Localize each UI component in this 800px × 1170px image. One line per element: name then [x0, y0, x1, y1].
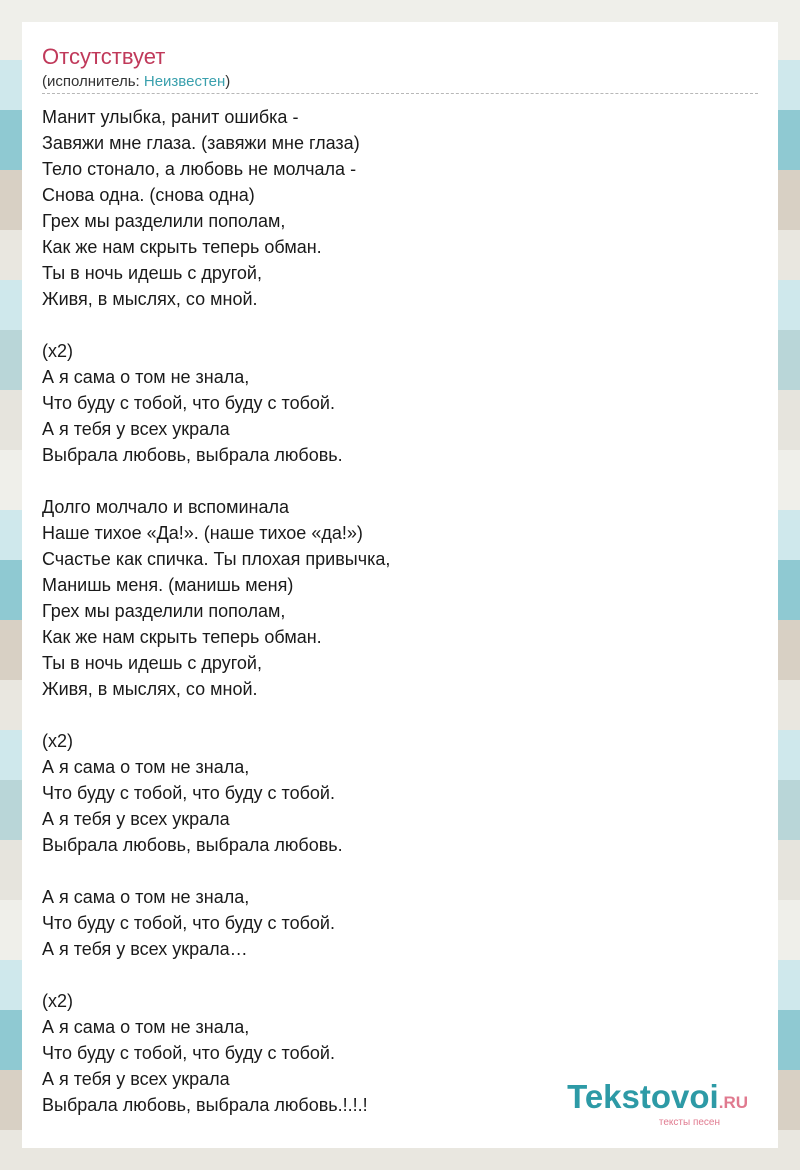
lyric-line: А я тебя у всех украла: [42, 419, 230, 439]
lyric-line: Манит улыбка, ранит ошибка -: [42, 107, 299, 127]
stanza-break: [42, 702, 762, 728]
lyric-line: Что буду с тобой, что буду с тобой.: [42, 1043, 335, 1063]
lyric-line: Как же нам скрыть теперь обман.: [42, 237, 322, 257]
lyrics-card: [22, 22, 778, 1148]
lyric-line: Живя, в мыслях, со мной.: [42, 679, 258, 699]
header-divider: [42, 93, 758, 94]
lyric-line: Живя, в мыслях, со мной.: [42, 289, 258, 309]
lyric-line: Что буду с тобой, что буду с тобой.: [42, 783, 335, 803]
site-logo[interactable]: [567, 1080, 748, 1128]
artist-link[interactable]: Неизвестен: [143, 73, 226, 90]
lyric-line: Ты в ночь идешь с другой,: [42, 263, 262, 283]
song-title: Отсутствует: [42, 44, 166, 69]
stanza-break: [42, 858, 762, 884]
logo-tagline: тексты песен: [658, 1117, 720, 1128]
lyric-line: Долго молчало и вспоминала: [42, 497, 289, 517]
stanza-break: [42, 312, 762, 338]
lyric-line: Снова одна. (снова одна): [42, 185, 255, 205]
lyrics-text: [42, 104, 762, 1118]
lyric-line: Как же нам скрыть теперь обман.: [42, 627, 322, 647]
lyric-line: (х2): [42, 731, 73, 751]
artist-prefix: (исполнитель:: [42, 73, 144, 90]
lyric-line: Грех мы разделили пополам,: [42, 601, 286, 621]
lyric-line: А я сама о том не знала,: [42, 1017, 250, 1037]
lyric-line: (х2): [42, 991, 73, 1011]
lyric-line: Грех мы разделили пополам,: [42, 211, 286, 231]
lyric-line: А я сама о том не знала,: [42, 367, 250, 387]
lyric-line: Манишь меня. (манишь меня): [42, 575, 294, 595]
lyric-line: Выбрала любовь, выбрала любовь.: [42, 835, 343, 855]
lyric-line: А я тебя у всех украла: [42, 1069, 230, 1089]
lyric-line: Что буду с тобой, что буду с тобой.: [42, 393, 335, 413]
logo-brand: [567, 1080, 748, 1120]
lyric-line: А я сама о том не знала,: [42, 887, 250, 907]
lyric-line: Тело стонало, а любовь не молчала -: [42, 159, 357, 179]
lyric-line: А я тебя у всех украла…: [42, 939, 248, 959]
lyric-line: Выбрала любовь, выбрала любовь.: [42, 445, 343, 465]
logo-tld: .RU: [718, 1093, 748, 1112]
stanza-break: [42, 468, 762, 494]
artist-line: [42, 73, 230, 91]
lyric-line: Ты в ночь идешь с другой,: [42, 653, 262, 673]
lyric-line: А я тебя у всех украла: [42, 809, 230, 829]
lyric-line: Завяжи мне глаза. (завяжи мне глаза): [42, 133, 360, 153]
lyric-line: А я сама о том не знала,: [42, 757, 250, 777]
stanza-break: [42, 962, 762, 988]
lyric-line: Счастье как спичка. Ты плохая привычка,: [42, 549, 391, 569]
lyric-line: Что буду с тобой, что буду с тобой.: [42, 913, 335, 933]
lyric-line: Выбрала любовь, выбрала любовь.!.!.!: [42, 1095, 368, 1115]
artist-suffix: ): [225, 73, 231, 90]
lyric-line: (х2): [42, 341, 73, 361]
lyric-line: Наше тихое «Да!». (наше тихое «да!»): [42, 523, 363, 543]
logo-brand-text: Tekstovoi: [567, 1078, 719, 1115]
